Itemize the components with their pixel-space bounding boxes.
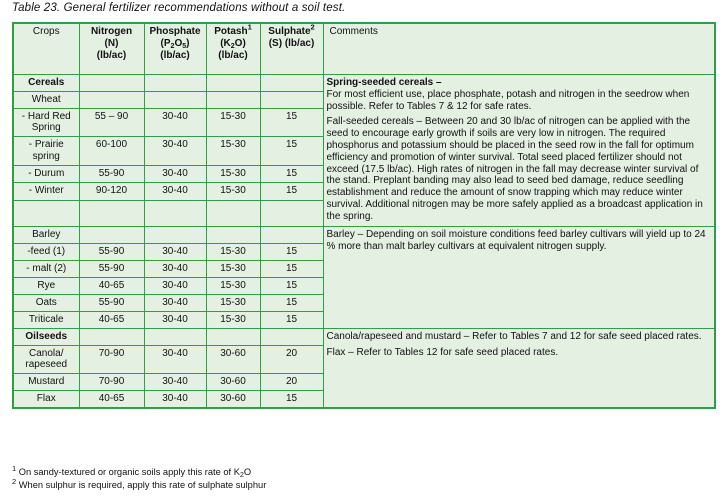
column-header-phosphate [144,23,206,75]
cell-potash: 15-30 [206,311,260,328]
cell-sulphate: 15 [260,165,323,182]
comment-fall-cereals: Fall-seeded cereals – Between 20 and 30 lb/ac of nitrogen can be applied with the seed to encourage early growth if soils are very low in nitrogen. The required phosphorus and potassium should be placed in the seed row in the fall for optimum efficiency and promotion of winter survival. Total seed placed fertilizer should not exceed (17.5 lb/ac). High rates of nitrogen in the fall may decrease winter survival of the stand. Preplant banding may also lead to seed bed damage, reduce seedling establishment and reduce the amount of snow trapping which may reduce winter survival. Additional nitrogen may be more safely applied as a broadcast application in the spring. [326,116,703,222]
cell-crop: - Prairie spring [13,137,79,166]
nitrogen-label: Nitrogen [90,26,133,37]
cell-sulphate [260,328,323,345]
cell-potash [206,328,260,345]
cell-phosphate: 30-40 [144,391,206,408]
cell-phosphate: 30-40 [144,277,206,294]
cell-sulphate: 15 [260,260,323,277]
phosphate-formula-post: ) [186,37,190,49]
footnote-2 [12,476,267,492]
potash-label [210,22,257,38]
phosphate-formula [148,38,203,50]
footnote-1-text: On sandy-textured or organic soils apply this rate of K [16,467,240,477]
cell-sulphate: 20 [260,374,323,391]
footnote-2-marker: 2 [12,476,17,486]
column-header-potash [206,23,260,75]
sulphate-label [264,22,320,38]
cell-crop: Cereals [13,75,79,92]
phosphate-formula-o: O [174,37,183,49]
cell-phosphate: 30-40 [144,260,206,277]
cell-crop: Triticale [13,311,79,328]
cell-comments-oilseeds [323,328,715,408]
cell-nitrogen [79,328,144,345]
cell-phosphate: 30-40 [144,243,206,260]
nitrogen-units: (lb/ac) [96,49,127,61]
column-header-comments [323,23,715,75]
comment-oilseeds-canola: Canola/rapeseed and mustard – Refer to Tables 7 and 12 for safe seed placed rates. [326,330,702,342]
cell-crop: Wheat [13,91,79,108]
cell-nitrogen: 70-90 [79,345,144,374]
table-row [13,226,715,243]
phosphate-label: Phosphate [149,26,201,37]
column-header-crops [13,23,79,75]
cell-crop: - malt (2) [13,260,79,277]
cell-potash: 30-60 [206,345,260,374]
cell-nitrogen: 40-65 [79,311,144,328]
cell-nitrogen: 70-90 [79,374,144,391]
comment-oilseeds-flax: Flax – Refer to Tables 12 for safe seed placed rates. [326,346,559,358]
cell-potash: 15-30 [206,108,260,137]
potash-formula-pre: (K [220,37,231,49]
table-row [13,328,715,345]
cell-nitrogen: 60-100 [79,137,144,166]
cell-sulphate: 15 [260,137,323,166]
table-row [13,75,715,92]
cell-phosphate: 30-40 [144,374,206,391]
cell-phosphate [144,226,206,243]
cell-sulphate: 15 [260,277,323,294]
phosphate-formula-pre: (P [160,37,171,49]
cell-crop: Canola/ rapeseed [13,345,79,374]
cell-phosphate: 30-40 [144,294,206,311]
cell-nitrogen [79,200,144,226]
cell-crop: - Hard Red Spring [13,108,79,137]
cell-potash: 15-30 [206,137,260,166]
potash-sub-2: 2 [230,42,235,50]
cell-potash: 15-30 [206,277,260,294]
cell-phosphate: 30-40 [144,345,206,374]
cell-sulphate [260,200,323,226]
potash-formula [210,38,257,50]
cell-nitrogen: 55-90 [79,165,144,182]
cell-crop: Flax [13,391,79,408]
cell-phosphate [144,91,206,108]
footnote-1-sub: 2 [239,472,244,479]
cell-potash: 15-30 [206,165,260,182]
cell-potash: 15-30 [206,294,260,311]
cell-sulphate: 15 [260,243,323,260]
cell-nitrogen: 40-65 [79,277,144,294]
cell-potash: 15-30 [206,260,260,277]
cell-crop: Mustard [13,374,79,391]
column-header-nitrogen [79,23,144,75]
cell-nitrogen: 55-90 [79,260,144,277]
cell-crop: -feed (1) [13,243,79,260]
cell-nitrogen [79,75,144,92]
fertilizer-recommendations-table [12,22,716,409]
cell-nitrogen: 55 – 90 [79,108,144,137]
potash-units: (lb/ac) [218,49,248,61]
cell-crop: Barley [13,226,79,243]
cell-sulphate: 15 [260,311,323,328]
cell-crop: - Durum [13,165,79,182]
table-body [13,75,715,408]
potash-footnote-marker: 1 [247,22,252,32]
cell-comments-barley [323,226,715,328]
cell-phosphate: 30-40 [144,165,206,182]
cell-sulphate: 15 [260,391,323,408]
table-header-row [13,23,715,75]
table-caption: Table 23. General fertilizer recommendations without a soil test. [12,2,346,14]
footnote-1-marker: 1 [12,463,17,473]
table-footnotes [12,463,267,492]
cell-nitrogen [79,91,144,108]
cell-crop: Oats [13,294,79,311]
cell-phosphate: 30-40 [144,137,206,166]
cell-phosphate: 30-40 [144,311,206,328]
cell-crop: Oilseeds [13,328,79,345]
cell-sulphate: 15 [260,294,323,311]
sulphate-units: (S) (lb/ac) [268,37,315,49]
cell-potash [206,200,260,226]
cell-phosphate [144,200,206,226]
potash-text: Potash [214,26,248,37]
cell-potash: 15-30 [206,182,260,200]
column-header-sulphate [260,23,323,75]
cell-nitrogen: 55-90 [79,294,144,311]
phosphate-sub-2: 2 [170,42,175,50]
footnote-2-text: When sulphur is required, apply this rate of sulphate sulphur [16,479,267,490]
cell-crop: Rye [13,277,79,294]
cell-sulphate [260,226,323,243]
cell-phosphate [144,328,206,345]
cell-potash: 30-60 [206,374,260,391]
comment-barley: Barley – Depending on soil moisture conditions feed barley cultivars will yield up to 24 % more than malt barley cultivars at equivalent nitrogen supply. [326,228,706,252]
cell-nitrogen: 55-90 [79,243,144,260]
cell-potash [206,91,260,108]
cell-sulphate: 15 [260,108,323,137]
sulphate-footnote-marker: 2 [310,22,315,32]
cell-comments-cereals [323,75,715,227]
cell-crop [13,200,79,226]
cell-sulphate [260,75,323,92]
comments-label: Comments [329,26,378,37]
phosphate-sub-5: 5 [182,42,187,50]
cell-potash [206,75,260,92]
comment-spring-title: Spring-seeded cereals – [326,77,442,88]
potash-formula-post: O) [234,37,246,49]
cell-potash: 15-30 [206,243,260,260]
phosphate-units: (lb/ac) [160,49,190,61]
cell-nitrogen: 90-120 [79,182,144,200]
cell-sulphate [260,91,323,108]
fertilizer-table-container [12,22,714,409]
cell-phosphate: 30-40 [144,182,206,200]
cell-potash [206,226,260,243]
sulphate-text: Sulphate [268,26,311,37]
cell-crop: - Winter [13,182,79,200]
footnote-1 [12,463,266,479]
cell-sulphate: 20 [260,345,323,374]
cell-phosphate [144,75,206,92]
comment-spring-cereals [327,77,712,112]
cell-sulphate: 15 [260,182,323,200]
cell-nitrogen [79,226,144,243]
cell-nitrogen: 40-65 [79,391,144,408]
cell-phosphate: 30-40 [144,108,206,137]
cell-potash: 30-60 [206,391,260,408]
footnote-1-text-end: O [243,467,252,477]
comment-spring-body: For most efficient use, place phosphate, potash and nitrogen in the seedrow when possible. Refer to Tables 7 & 12 for safe rates. [326,88,690,112]
crops-label: Crops [32,26,60,37]
nitrogen-symbol: (N) [104,37,119,49]
